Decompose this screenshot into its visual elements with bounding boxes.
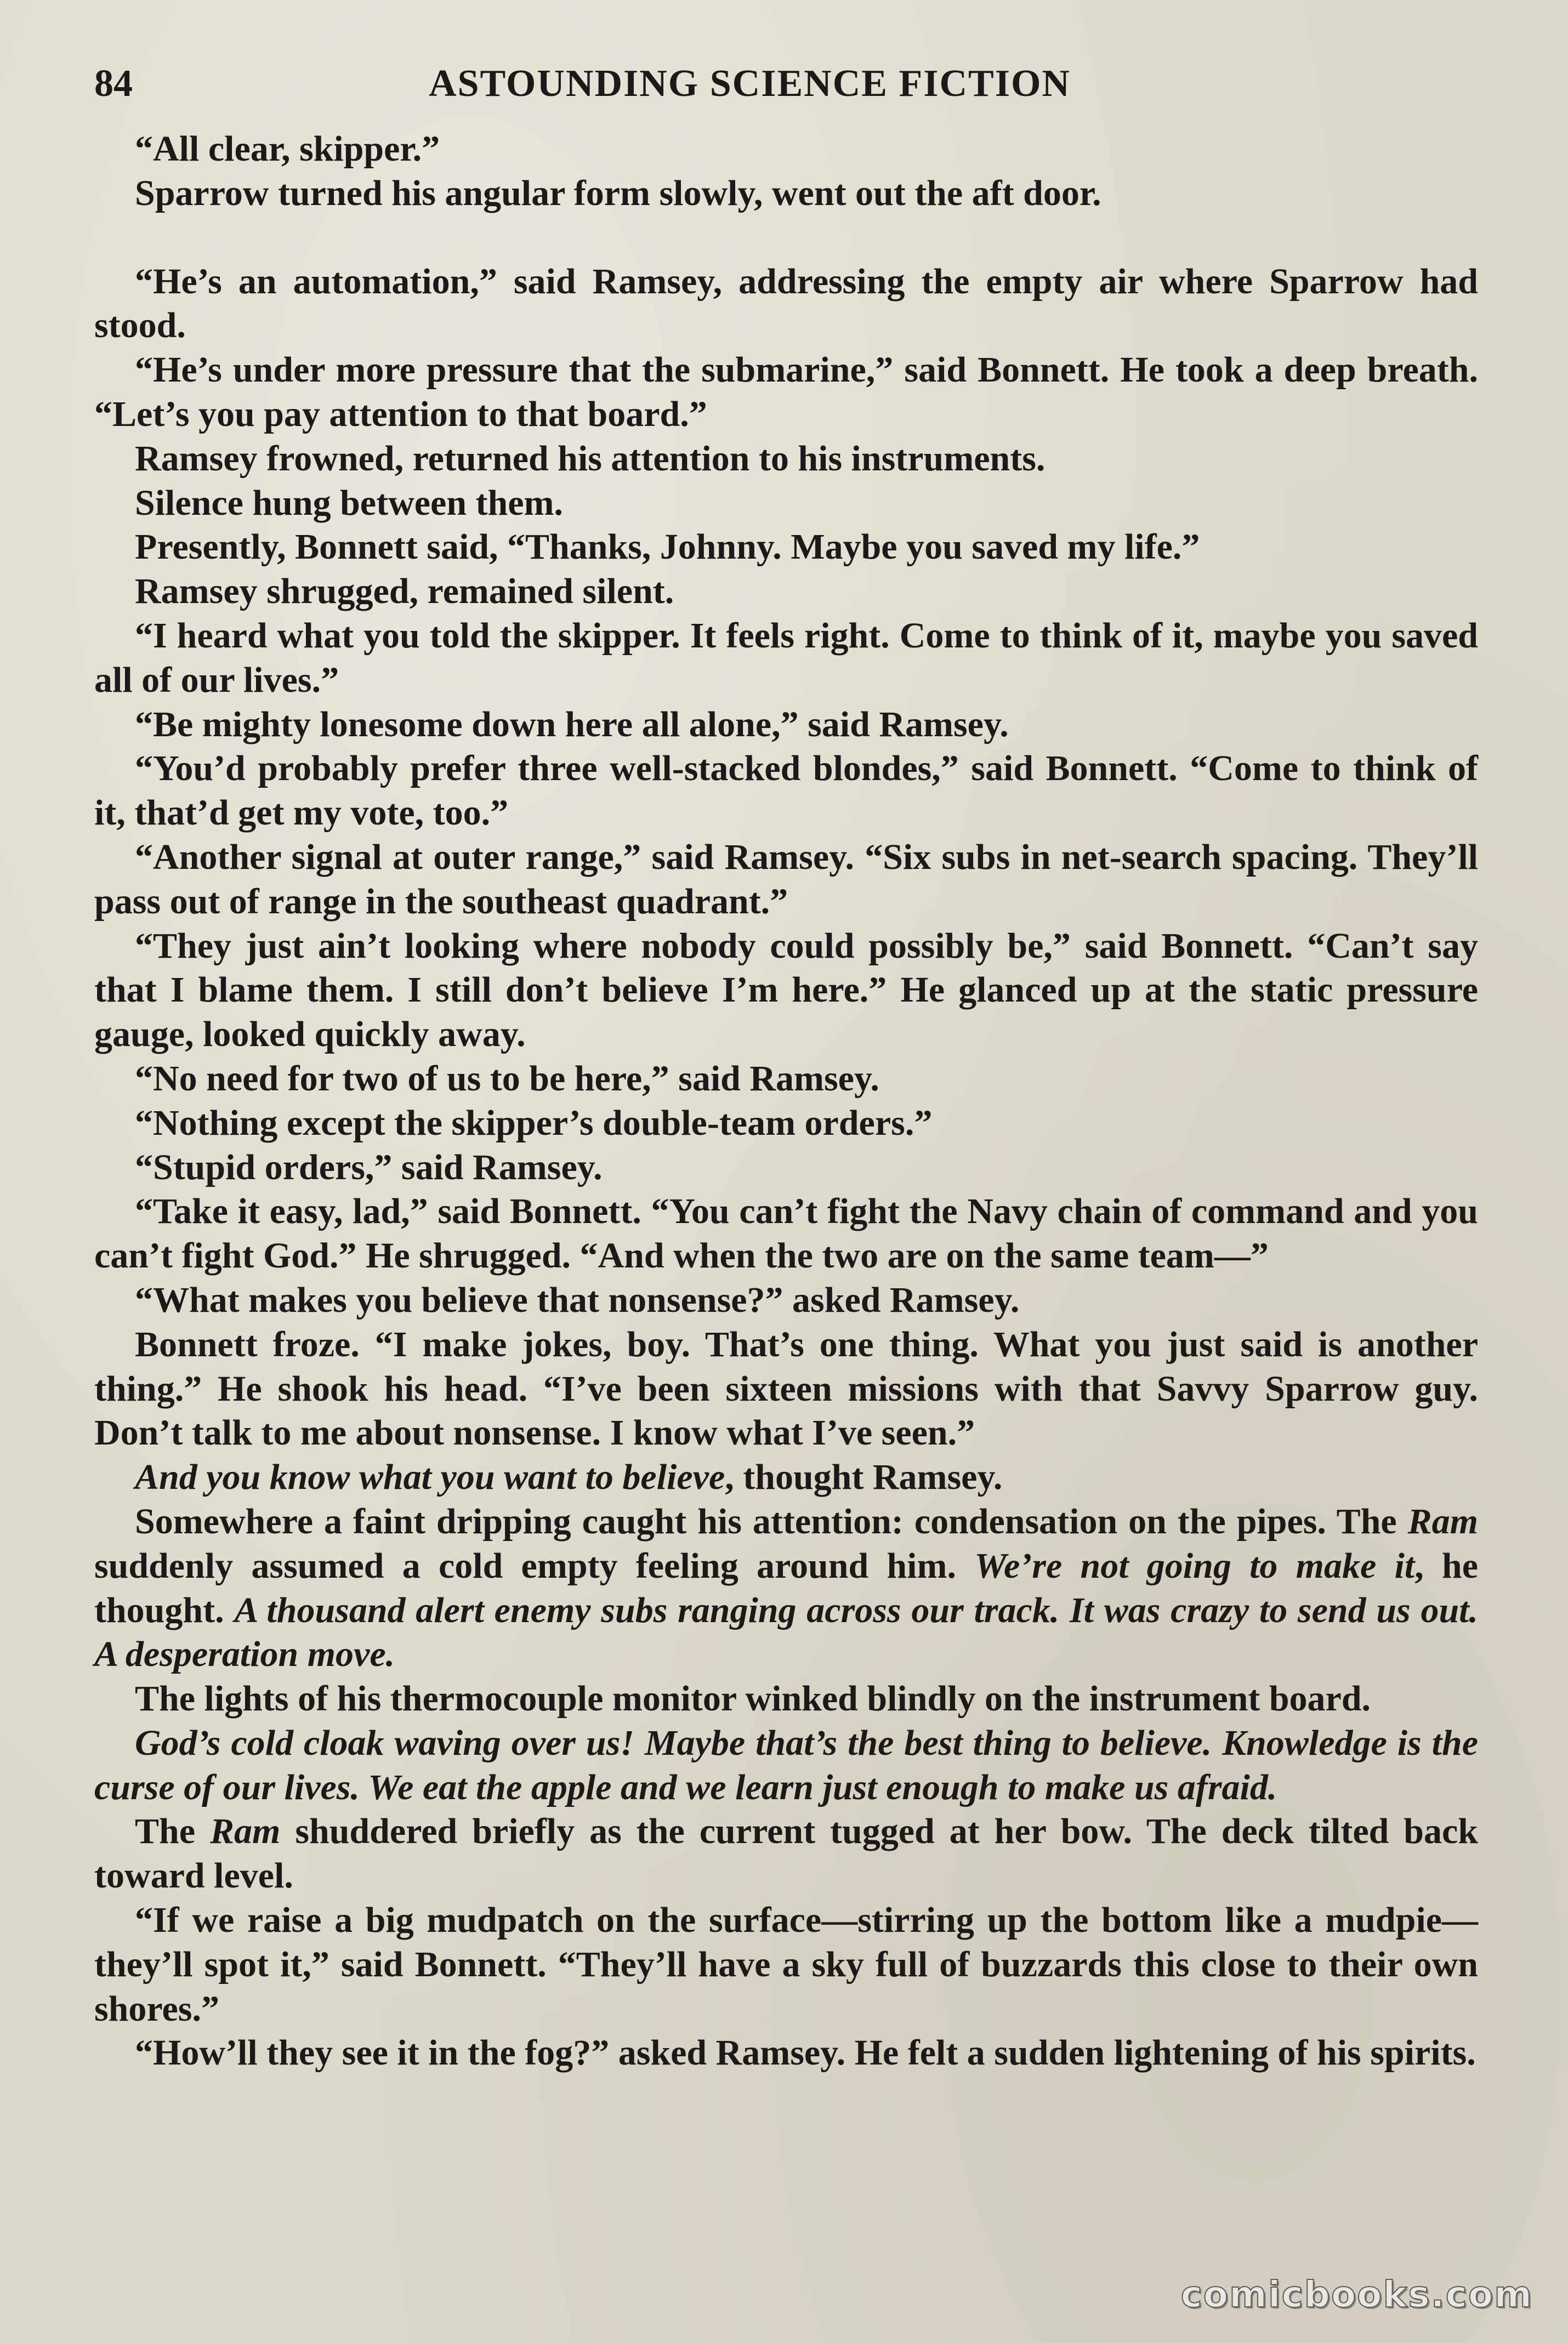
italic-thought: And you know what you want to believe xyxy=(135,1457,725,1498)
paragraph: Presently, Bonnett said, “Thanks, Johnny. Maybe you saved my life.” xyxy=(135,527,1200,567)
ship-name: Ram xyxy=(210,1811,281,1852)
paragraph: “Take it easy, lad,” said Bonnett. “You can’t fight the Navy chain of command and you can’t fight God.” He shrugged. “And when the two are on the same team—” xyxy=(94,1191,1478,1276)
paragraph: “No need for two of us to be here,” said Ramsey. xyxy=(135,1058,879,1099)
paragraph: “What makes you believe that nonsense?” asked Ramsey. xyxy=(135,1279,1020,1320)
italic-thought: God’s cold cloak waving over us! Maybe that’s the best thing to believe. Knowledge is the curse of our lives. We eat the apple and we learn just enough to make us afraid. xyxy=(94,1722,1478,1807)
paragraph: “They just ain’t looking where nobody could possibly be,” said Bonnett. “Can’t say that I blame them. I still don’t believe I’m here.” He glanced up at the static pressure gauge, looked quickly away. xyxy=(94,925,1478,1055)
paragraph: “Nothing except the skipper’s double-team orders.” xyxy=(135,1102,933,1143)
italic-thought: A thousand alert enemy subs ranging across our track. It was crazy to send us out. A desperation move. xyxy=(94,1590,1478,1675)
paragraph: “All clear, skipper.” xyxy=(135,129,440,169)
magazine-title: ASTOUNDING SCIENCE FICTION xyxy=(429,62,1071,105)
paragraph: Bonnett froze. “I make jokes, boy. That’s one thing. What you just said is another thing.” He shook his head. “I’ve been sixteen missions with that Savvy Sparrow guy. Don’t talk to me about nonsense. I know what I’ve seen.” xyxy=(94,1324,1478,1453)
story-text xyxy=(94,127,1478,2075)
page-number: 84 xyxy=(94,62,133,105)
paragraph: Somewhere a faint dripping caught his attention: condensation on the pipes. The Ram suddenly assumed a cold empty feeling around him. We’re not going to make it, he thought. A thousand alert enemy subs ranging across our track. It was crazy to send us out. A desperation move. xyxy=(94,1501,1479,1675)
paragraph: The Ram shuddered briefly as the current tugged at her bow. The deck tilted back toward level. xyxy=(94,1811,1478,1896)
ship-name: Ram xyxy=(1407,1501,1478,1542)
paragraph: Silence hung between them. xyxy=(135,482,563,523)
paragraph: Ramsey frowned, returned his attention to his instruments. xyxy=(135,438,1046,479)
paragraph: Sparrow turned his angular form slowly, went out the aft door. xyxy=(135,173,1101,213)
paragraph: “You’d probably prefer three well-stacked blondes,” said Bonnett. “Come to think of it, that’d get my vote, too.” xyxy=(94,748,1478,833)
paragraph: “Stupid orders,” said Ramsey. xyxy=(135,1147,603,1187)
paragraph: “Another signal at outer range,” said Ramsey. “Six subs in net-search spacing. They’ll pass out of range in the southeast quadrant.” xyxy=(94,837,1478,922)
paragraph: “Be mighty lonesome down here all alone,” said Ramsey. xyxy=(135,704,1009,744)
paragraph: The lights of his thermocouple monitor winked blindly on the instrument board. xyxy=(135,1679,1371,1719)
paragraph xyxy=(94,1721,1478,1810)
paragraph: “He’s under more pressure that the submarine,” said Bonnett. He took a deep breath. “Let’s you pay attention to that board.” xyxy=(94,350,1478,434)
paragraph: “How’ll they see it in the fog?” asked Ramsey. He felt a sudden lightening of his spirits. xyxy=(135,2033,1476,2073)
italic-thought: We’re not going to make it xyxy=(974,1545,1415,1586)
paragraph: “If we raise a big mudpatch on the surface—stirring up the bottom like a mudpie—they’ll spot it,” said Bonnett. “They’ll have a sky full of buzzards this close to their own shores.” xyxy=(94,1900,1478,2029)
watermark: comicbooks.com xyxy=(1180,2273,1533,2316)
paragraph: “I heard what you told the skipper. It feels right. Come to think of it, maybe you saved all of our lives.” xyxy=(94,615,1478,700)
paragraph: “He’s an automation,” said Ramsey, addressing the empty air where Sparrow had stood. xyxy=(94,261,1478,346)
running-head xyxy=(94,59,1478,109)
paragraph: Ramsey shrugged, remained silent. xyxy=(135,571,674,612)
paragraph: And you know what you want to believe, thought Ramsey. xyxy=(135,1457,1003,1498)
